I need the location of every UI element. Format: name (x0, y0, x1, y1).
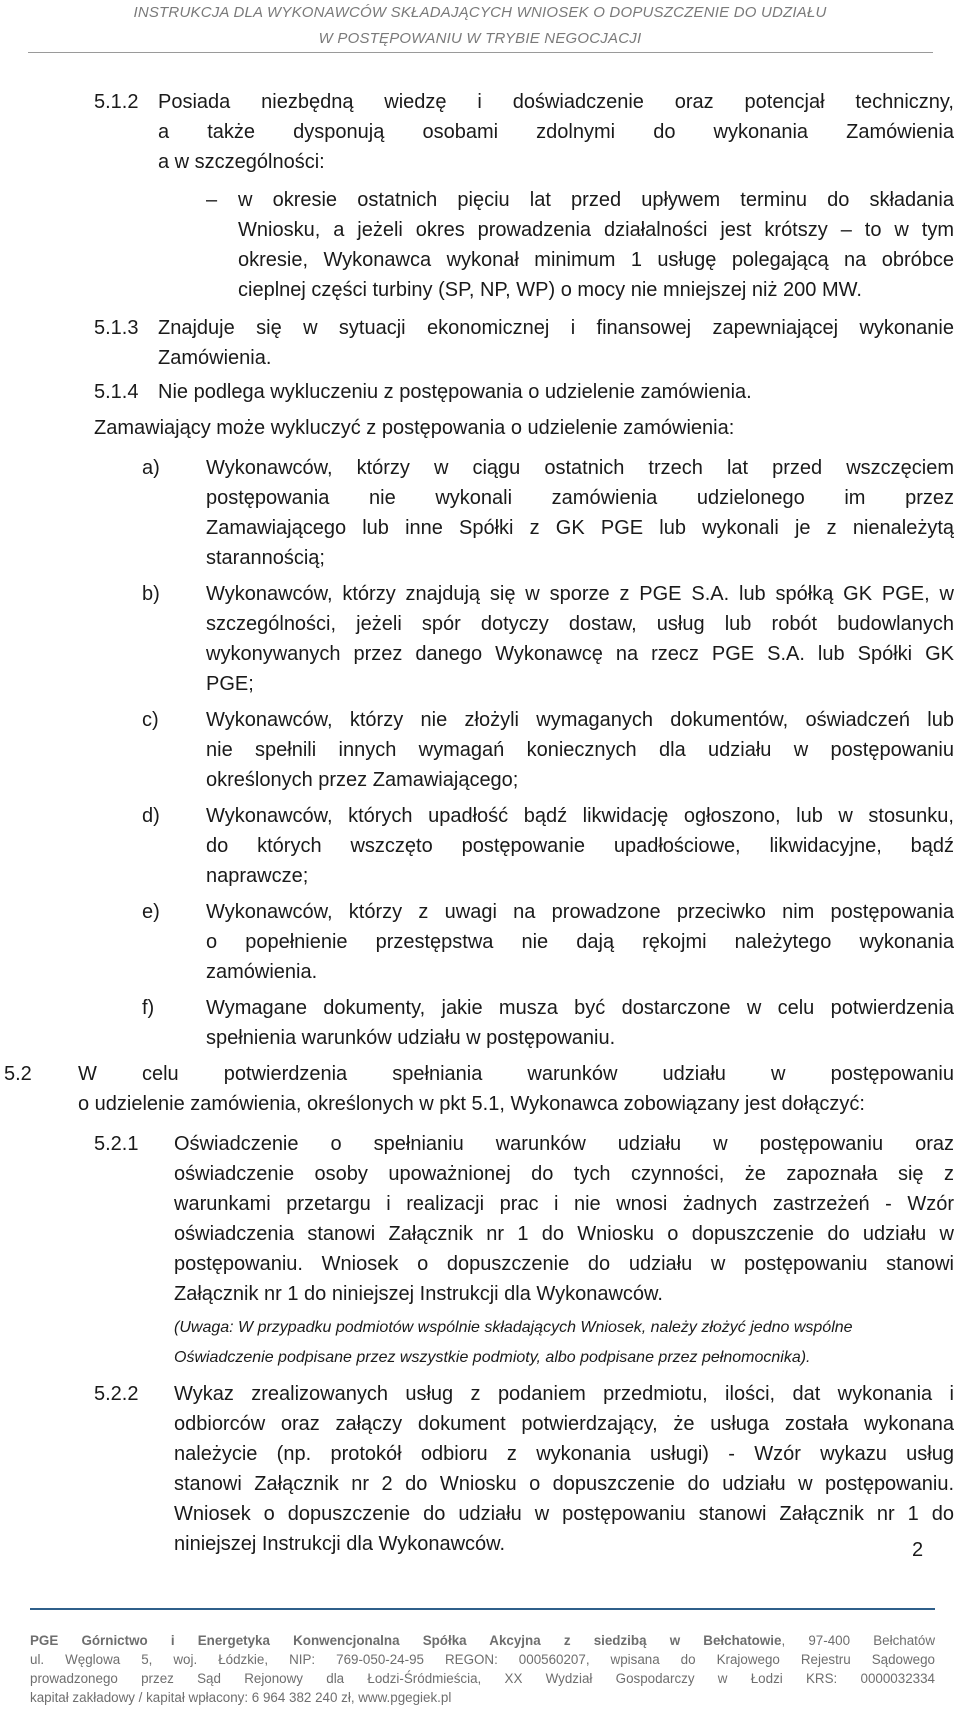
paragraph-line: Nie podlega wykluczeniu z postępowania o udzielenie zamówienia. (158, 381, 752, 403)
section-number: 5.1.4 (94, 381, 139, 403)
list-item-line: Wykonawców, którzy z uwagi na prowadzone przeciwko nim postępowania (206, 901, 954, 923)
list-item-line: nie spełnili innych wymagań koniecznych dla udziału w postępowaniu (206, 739, 954, 761)
list-item-line: Wykonawców, którzy znajdują się w sporze z PGE S.A. lub spółką GK PGE, w (206, 583, 954, 605)
paragraph-line: a w szczególności: (158, 151, 325, 173)
paragraph-line: warunkami przetargu i realizacji prac i nie wnosi żadnych zastrzeżeń - Wzór (174, 1193, 954, 1215)
paragraph-line: o udzielenie zamówienia, określonych w pkt 5.1, Wykonawca zobowiązany jest dołączyć: (78, 1093, 865, 1115)
list-item-label: e) (142, 901, 160, 923)
list-item-label: f) (142, 997, 155, 1019)
list-item-line: szczególności, jeżeli spór dotyczy dostaw, usług lub robót budowlanych (206, 613, 954, 635)
list-item-line: Wykonawców, którzy w ciągu ostatnich trzech lat przed wszczęciem (206, 457, 954, 479)
footer-company-name: PGE Górnictwo i Energetyka Konwencjonalna Spółka Akcyjna z siedzibą w Bełchatowie (30, 1633, 782, 1648)
section-number: 5.1.3 (94, 317, 139, 339)
footer-divider (30, 1608, 935, 1610)
paragraph-line: postępowaniu. Wniosek o dopuszczenie do udziału w postępowaniu stanowi (174, 1253, 954, 1275)
paragraph-line: należycie (np. protokół odbioru z wykonania usługi) - Wzór wykazu usług (174, 1443, 954, 1465)
list-item-line: określonych przez Zamawiającego; (206, 769, 519, 791)
list-item-line: do których wszczęto postępowanie upadłościowe, likwidacyjne, bądź (206, 835, 954, 857)
paragraph-line: niniejszej Instrukcji dla Wykonawców. (174, 1533, 506, 1555)
list-item-label: c) (142, 709, 159, 731)
list-item-line: Wykonawców, których upadłość bądź likwidację ogłoszono, lub w stosunku, (206, 805, 954, 827)
section-number: 5.2 (4, 1063, 32, 1085)
list-item-line: Wymagane dokumenty, jakie musza być dostarczone w celu potwierdzenia (206, 997, 954, 1019)
list-item-line: Wykonawców, którzy nie złożyli wymaganych dokumentów, oświadczeń lub (206, 709, 954, 731)
paragraph-line: W celu potwierdzenia spełniania warunków udziału w postępowaniu (78, 1063, 954, 1085)
section-number: 5.2.2 (94, 1383, 139, 1405)
bullet-line: w okresie ostatnich pięciu lat przed upływem terminu do składania (238, 189, 954, 211)
bullet-line: okresie, Wykonawca wykonał minimum 1 usługę polegającą na obróbce (238, 249, 954, 271)
paragraph-line: Wniosek o dopuszczenie do udziału w postępowaniu stanowi Załącznik nr 1 do (174, 1503, 954, 1525)
note-line: (Uwaga: W przypadku podmiotów wspólnie składających Wniosek, należy złożyć jedno wspólne (174, 1319, 853, 1336)
paragraph-line: Oświadczenie o spełnianiu warunków udziału w postępowaniu oraz (174, 1133, 954, 1155)
paragraph-line: oświadczenia stanowi Załącznik nr 1 do Wniosku o dopuszczenie do udziału w (174, 1223, 954, 1245)
footer-line-1 (30, 1632, 935, 1650)
list-item-line: starannością; (206, 547, 325, 569)
bullet-line: cieplnej części turbiny (SP, NP, WP) o mocy nie mniejszej niż 200 MW. (238, 279, 862, 301)
footer-line-4: kapitał zakładowy / kapitał wpłacony: 6 964 382 240 zł, www.pgegiek.pl (30, 1690, 452, 1705)
list-item-line: Zamawiającego lub inne Spółki z GK PGE lub wykonali je z nienależytą (206, 517, 954, 539)
list-item-line: zamówienia. (206, 961, 318, 983)
page-number: 2 (912, 1539, 924, 1561)
note-line: Oświadczenie podpisane przez wszystkie podmioty, albo podpisane przez pełnomocnika). (174, 1349, 811, 1366)
header-line-1: INSTRUKCJA DLA WYKONAWCÓW SKŁADAJĄCYCH WNIOSEK O DOPUSZCZENIE DO UDZIAŁU (133, 4, 827, 21)
list-item-label: b) (142, 583, 160, 605)
bullet-line: Wniosku, a jeżeli okres prowadzenia działalności jest krótszy – to w tym (238, 219, 954, 241)
paragraph-line: oświadczenie osoby upoważnionej do tych czynności, że zapoznała się z (174, 1163, 954, 1185)
paragraph-line: stanowi Załącznik nr 2 do Wniosku o dopuszczenie do udziału w postępowaniu. (174, 1473, 954, 1495)
list-item-line: wykonywanych przez danego Wykonawcę na rzecz PGE S.A. lub Spółki GK (206, 643, 954, 665)
exclusion-intro: Zamawiający może wykluczyć z postępowania o udzielenie zamówienia: (94, 417, 735, 439)
paragraph-line: odbiorców oraz załączy dokument potwierdzający, że usługa została wykonana (174, 1413, 954, 1435)
list-item-line: PGE; (206, 673, 254, 695)
paragraph-line: Zamówienia. (158, 347, 272, 369)
list-item-line: spełnienia warunków udziału w postępowaniu. (206, 1027, 616, 1049)
list-item-label: d) (142, 805, 160, 827)
paragraph-line: Wykaz zrealizowanych usług z podaniem przedmiotu, ilości, dat wykonania i (174, 1383, 954, 1405)
footer-city: , 97-400 Bełchatów (781, 1633, 935, 1648)
section-number: 5.2.1 (94, 1133, 139, 1155)
list-item-line: naprawcze; (206, 865, 309, 887)
list-item-label: a) (142, 457, 160, 479)
footer-line-2: ul. Węglowa 5, woj. Łódzkie, NIP: 769-050-24-95 REGON: 000560207, wpisana do Krajowego Rejestru Sądowego (30, 1652, 935, 1667)
paragraph-line: Posiada niezbędną wiedzę i doświadczenie oraz potencjał techniczny, (158, 91, 954, 113)
dash-bullet: – (206, 189, 218, 211)
paragraph-line: Znajduje się w sytuacji ekonomicznej i finansowej zapewniającej wykonanie (158, 317, 954, 339)
header-divider (28, 52, 933, 53)
footer-line-3: prowadzonego przez Sąd Rejonowy dla Łodzi-Śródmieścia, XX Wydział Gospodarczy w Łodzi KRS: 0000032334 (30, 1671, 935, 1686)
list-item-line: o popełnienie przestępstwa nie dają rękojmi należytego wykonania (206, 931, 954, 953)
paragraph-line: Załącznik nr 1 do niniejszej Instrukcji dla Wykonawców. (174, 1283, 663, 1305)
section-number: 5.1.2 (94, 91, 139, 113)
paragraph-line: a także dysponują osobami zdolnymi do wykonania Zamówienia (158, 121, 954, 143)
list-item-line: postępowania nie wykonali zamówienia udzielonego im przez (206, 487, 954, 509)
header-line-2: W POSTĘPOWANIU W TRYBIE NEGOCJACJI (318, 30, 642, 47)
